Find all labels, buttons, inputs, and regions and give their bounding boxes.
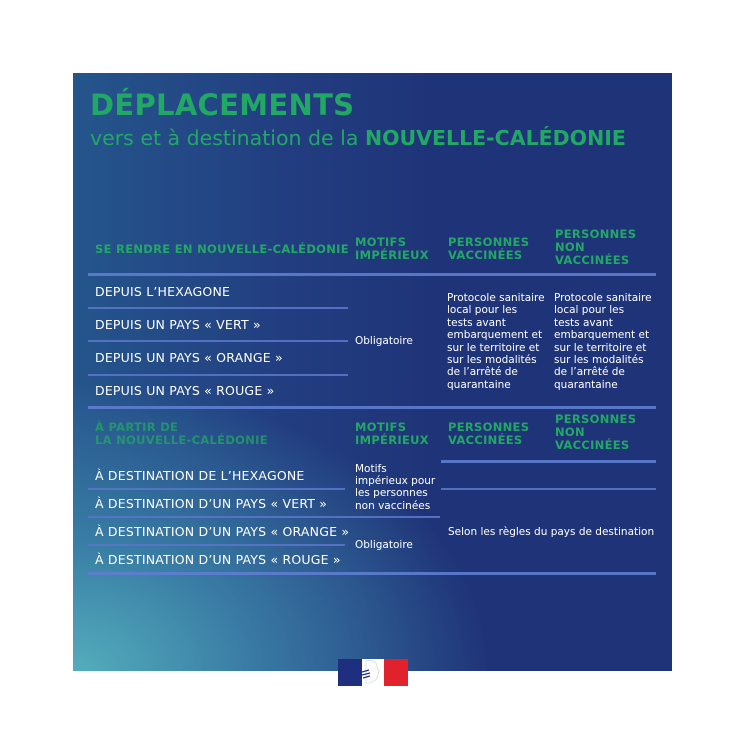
header-line: MOTIFS [355,420,407,434]
row-divider [88,488,345,490]
text-line: local pour les [554,304,625,317]
table-row-label: DEPUIS UN PAYS « ORANGE » [95,350,283,365]
section-divider [88,406,656,409]
section2-header-divider-right [441,460,656,463]
text-line: de l’arrêté de [554,366,625,379]
header-line: À PARTIR DE [95,420,179,434]
section1-motifs-value: Obligatoire [355,335,413,347]
text-line: embarquement et [554,329,650,342]
header-line: PERSONNES [555,412,637,426]
header-line: VACCINÉES [555,438,630,452]
table-row-label: DEPUIS L’HEXAGONE [95,284,231,299]
text-line: sur les modalités [554,354,644,367]
row-divider [88,307,348,309]
table-row-label: DEPUIS UN PAYS « ROUGE » [95,383,275,398]
header-line: LA NOUVELLE-CALÉDONIE [95,433,268,447]
logo-blue-band [338,659,362,686]
row-divider [88,340,348,342]
text-line: Protocole sanitaire [447,292,545,304]
section1-header-vaccinated [448,236,529,262]
section2-motifs-bottom: Obligatoire [355,539,413,551]
section2-header-vaccinated [448,421,529,447]
table-bottom-divider [88,572,656,575]
text-line: sur le territoire et [447,341,540,354]
logo-red-band [384,659,408,686]
header-line: MOTIFS [355,235,407,249]
text-line: embarquement et [447,329,543,342]
text-line: tests avant [554,316,613,329]
row-divider [88,516,440,518]
section1-header-non-vaccinated [555,228,636,267]
text-line: Motifs [355,463,387,475]
text-line: local pour les [447,304,518,317]
marianne-profile-icon [362,659,384,686]
header-line: IMPÉRIEUX [355,433,429,447]
text-line: sur le territoire et [554,341,647,354]
row-divider [88,374,348,376]
section1-header-destination: SE RENDRE EN NOUVELLE-CALÉDONIE [95,242,349,256]
table-row-label: À DESTINATION DE L’HEXAGONE [95,468,305,483]
infographic-panel [73,73,672,671]
page-title: DÉPLACEMENTS [90,88,355,122]
text-line: quarantaine [447,378,511,391]
header-line: PERSONNES [555,227,637,241]
header-line: PERSONNES [448,235,530,249]
table-row-label: DEPUIS UN PAYS « VERT » [95,317,261,332]
header-line: IMPÉRIEUX [355,248,429,262]
section2-header-motifs [355,421,429,447]
header-line: NON [555,425,585,439]
header-line: VACCINÉES [448,248,523,262]
section1-header-motifs [355,236,429,262]
header-line: VACCINÉES [448,433,523,447]
text-line: de l’arrêté de [447,366,518,379]
header-line: VACCINÉES [555,253,630,267]
table-row-label: À DESTINATION D’UN PAYS « ORANGE » [95,524,350,539]
section1-vaccinated-value [447,292,545,391]
header-line: NON [555,240,585,254]
row-divider [441,488,656,490]
table-row-label: À DESTINATION D’UN PAYS « VERT » [95,496,328,511]
section1-non-vaccinated-value [554,292,652,391]
subtitle-prefix: vers et à destination de la [90,126,359,150]
row-divider [88,544,345,546]
text-line: les personnes [355,487,428,500]
page-subtitle [90,126,626,150]
text-line: impérieux pour [355,475,436,488]
subtitle-emphasis: NOUVELLE-CALÉDONIE [364,126,626,150]
table-row-label: À DESTINATION D’UN PAYS « ROUGE » [95,552,341,567]
text-line: tests avant [447,316,506,329]
text-line: non vaccinées [355,499,431,512]
marianne-logo [338,659,408,686]
section2-header-origin [95,421,268,447]
section2-motifs-top [355,463,435,512]
text-line: Protocole sanitaire [554,292,652,304]
text-line: sur les modalités [447,354,537,367]
section2-header-non-vaccinated [555,413,636,452]
logo-white-band [362,659,384,686]
text-line: quarantaine [554,378,618,391]
section2-rules-value: Selon les règles du pays de destination [448,526,655,538]
section1-header-divider [88,273,656,276]
header-line: PERSONNES [448,420,530,434]
